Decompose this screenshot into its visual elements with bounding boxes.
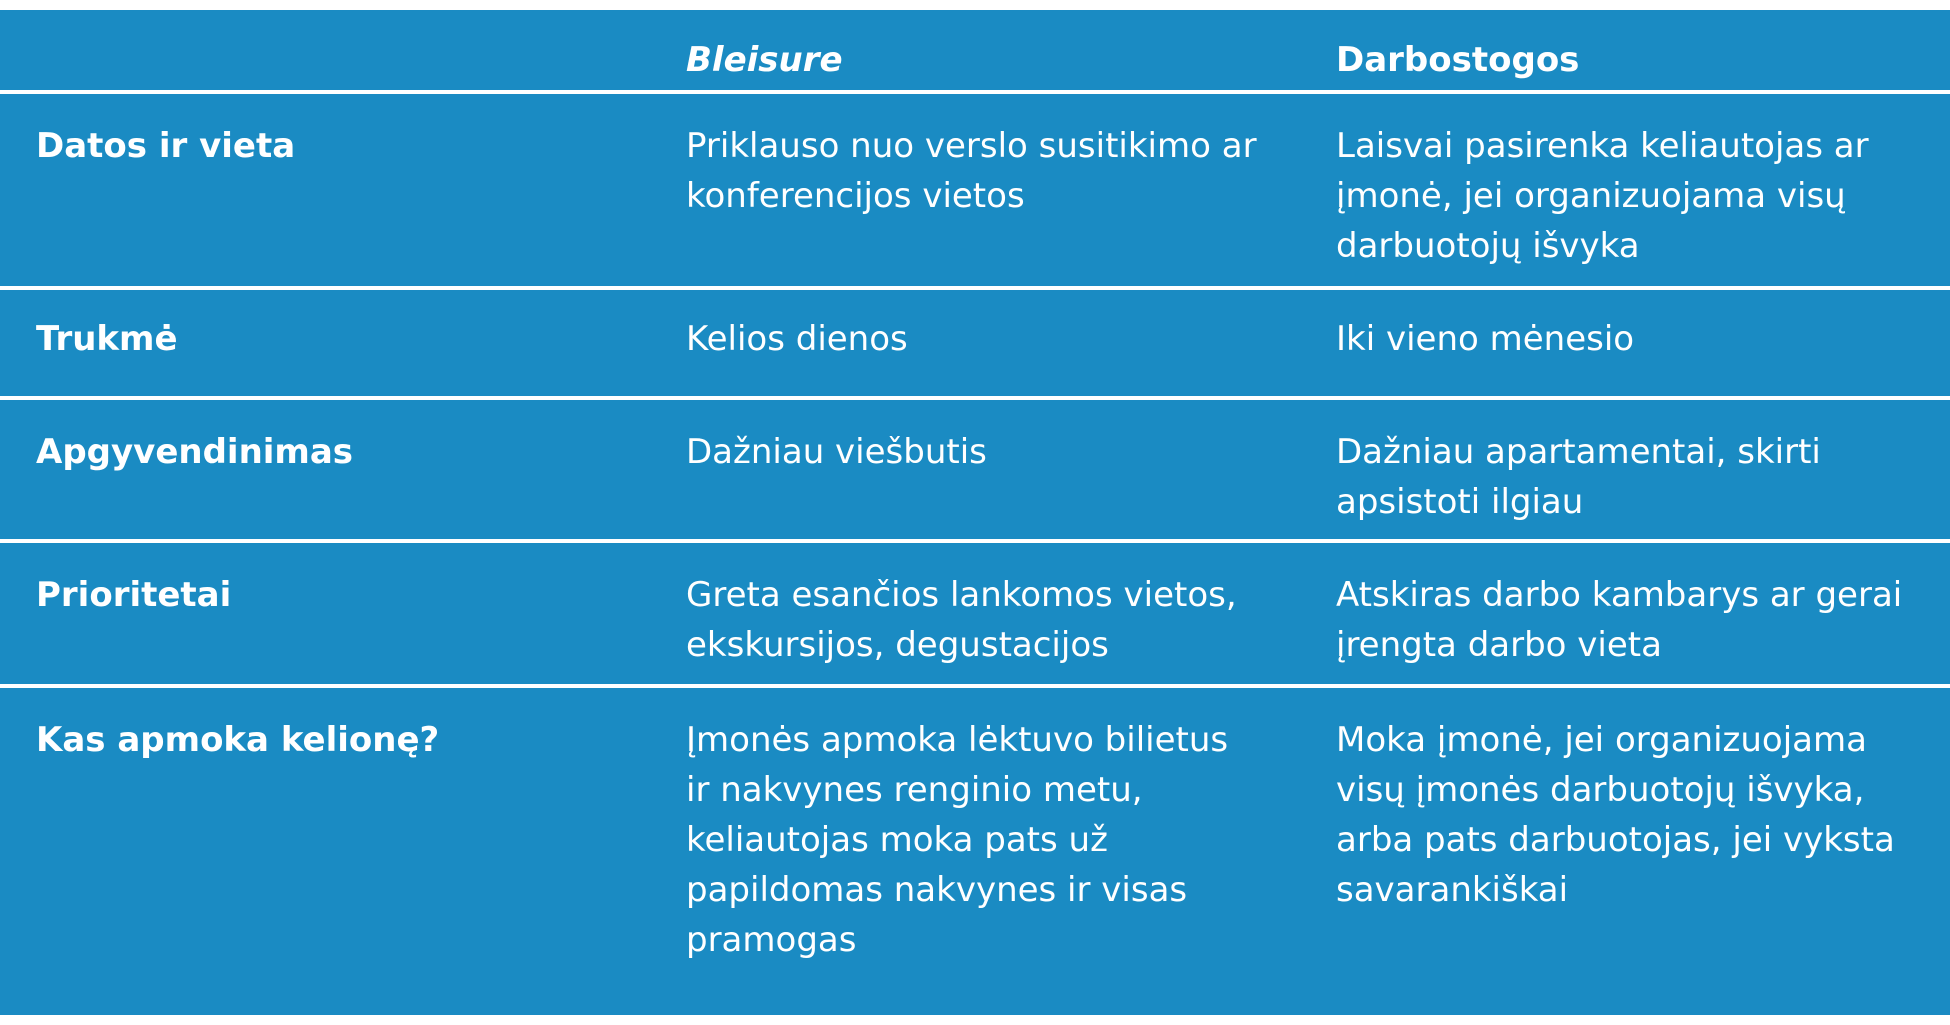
bleisure-cell: Greta esančios lankomos vietos, ekskursijos, degustacijos	[686, 575, 1237, 665]
darbostogos-cell: Laisvai pasirenka keliautojas ar įmonė, jei organizuojama visų darbuotojų išvyka	[1336, 126, 1869, 266]
darbostogos-cell: Atskiras darbo kambarys ar gerai įrengta darbo vieta	[1336, 575, 1903, 665]
row-label: Kas apmoka kelionę?	[36, 720, 440, 760]
table-row	[0, 686, 1950, 980]
table-row	[0, 92, 1950, 288]
bleisure-cell: Dažniau viešbutis	[686, 432, 987, 472]
row-label: Trukmė	[36, 319, 178, 359]
bleisure-cell: Įmonės apmoka lėktuvo bilietus ir nakvynes renginio metu, keliautojas moka pats už papildomas nakvynes ir visas pramogas	[686, 720, 1229, 960]
row-label: Prioritetai	[36, 575, 232, 615]
header-darbostogos: Darbostogos	[1336, 40, 1580, 80]
table-row	[0, 398, 1950, 541]
row-label: Datos ir vieta	[36, 126, 296, 166]
darbostogos-cell: Iki vieno mėnesio	[1336, 319, 1635, 359]
header-bleisure: Bleisure	[686, 40, 843, 80]
bleisure-cell: Priklauso nuo verslo susitikimo ar konferencijos vietos	[686, 126, 1257, 216]
comparison-table	[0, 10, 1950, 980]
table-header-row	[0, 10, 1950, 92]
bleisure-cell: Kelios dienos	[686, 319, 908, 359]
header-empty-cell	[0, 10, 650, 92]
table-row	[0, 541, 1950, 686]
row-label: Apgyvendinimas	[36, 432, 354, 472]
darbostogos-cell: Moka įmonė, jei organizuojama visų įmonės darbuotojų išvyka, arba pats darbuotojas, jei vyksta savarankiškai	[1336, 720, 1895, 910]
darbostogos-cell: Dažniau apartamentai, skirti apsistoti ilgiau	[1336, 432, 1821, 522]
comparison-table-container	[0, 10, 1950, 1015]
table-row	[0, 288, 1950, 398]
